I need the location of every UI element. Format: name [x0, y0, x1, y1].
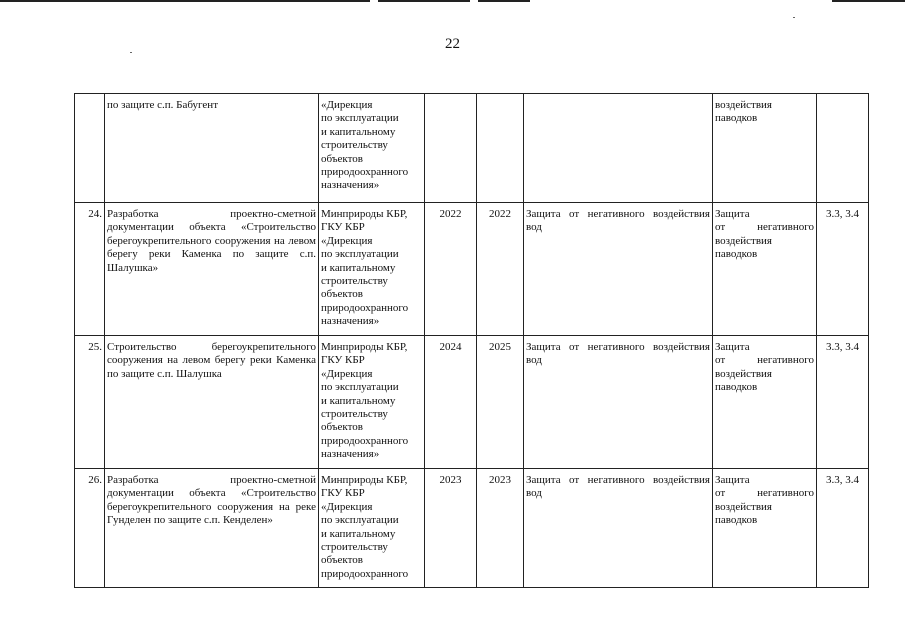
- goal-cell: [524, 94, 713, 203]
- responsible-line: Минприроды КБР,: [321, 208, 408, 220]
- activity-name-cell: Строительство берегоукрепительного сооружения на левом берегу реки Каменка по защите с.п. Шалушка: [105, 336, 319, 469]
- responsible-line: ГКУ КБР: [321, 487, 365, 500]
- responsible-line: Минприроды КБР,: [321, 474, 408, 486]
- responsible-line: и капитальному: [321, 394, 396, 407]
- responsible-line: природоохранного: [321, 166, 409, 179]
- result-cell: [713, 94, 817, 203]
- responsible-line: «Дирекция: [321, 99, 373, 111]
- result-line: Защита: [715, 208, 750, 220]
- responsible-line: строительству: [321, 408, 388, 421]
- indicator-cell: 3.3, 3.4: [817, 203, 869, 336]
- responsible-line: объектов: [321, 421, 363, 434]
- responsible-line: и капитальному: [321, 261, 396, 274]
- row-number-cell: 25.: [75, 336, 105, 469]
- responsible-line: «Дирекция: [321, 234, 373, 247]
- responsible-line: объектов: [321, 288, 363, 301]
- responsible-line: объектов: [321, 554, 363, 567]
- responsible-line: строительству: [321, 275, 388, 288]
- start-year-cell: 2023: [425, 469, 477, 588]
- activity-name-cell: Разработка проектно-сметной документации объекта «Строительство берегоукрепительного сооружения на левом берегу реки Каменка по защите с.п. Шалушка»: [105, 203, 319, 336]
- responsible-line: природоохранного: [321, 434, 409, 447]
- result-line: воздействия: [715, 99, 772, 111]
- responsible-line: «Дирекция: [321, 500, 373, 513]
- row-number-cell: 26.: [75, 469, 105, 588]
- scan-top-edge-line: [378, 0, 470, 2]
- responsible-line: по эксплуатации: [321, 112, 399, 125]
- table-row: [75, 336, 869, 469]
- responsible-cell: [319, 336, 425, 469]
- scan-top-edge-line: [832, 0, 905, 2]
- result-line: от негативного: [715, 221, 814, 234]
- responsible-line: и капитальному: [321, 527, 396, 540]
- responsible-line: назначения»: [321, 179, 380, 192]
- result-line: паводков: [715, 514, 758, 527]
- responsible-line: Минприроды КБР,: [321, 341, 408, 353]
- end-year-cell: 2025: [477, 336, 524, 469]
- page-number: 22: [445, 36, 460, 52]
- indicator-cell: 3.3, 3.4: [817, 469, 869, 588]
- start-year-cell: 2022: [425, 203, 477, 336]
- goal-cell: Защита от негативного воздействия вод: [524, 203, 713, 336]
- result-cell: [713, 469, 817, 588]
- responsible-line: природоохранного: [321, 301, 409, 314]
- result-cell: [713, 203, 817, 336]
- program-table: [74, 93, 869, 588]
- row-number-cell: 24.: [75, 203, 105, 336]
- scan-top-edge-line: [0, 0, 370, 2]
- responsible-line: ГКУ КБР: [321, 354, 365, 367]
- start-year-cell: [425, 94, 477, 203]
- indicator-cell: [817, 94, 869, 203]
- scan-top-edge-line: [478, 0, 530, 2]
- result-line: от негативного: [715, 354, 814, 367]
- responsible-line: по эксплуатации: [321, 381, 399, 394]
- result-line: Защита: [715, 474, 750, 486]
- table-row: [75, 94, 869, 203]
- result-cell: [713, 336, 817, 469]
- responsible-line: по эксплуатации: [321, 248, 399, 261]
- responsible-line: ГКУ КБР: [321, 221, 365, 234]
- responsible-cell: [319, 94, 425, 203]
- result-line: воздействия: [715, 500, 772, 513]
- responsible-line: строительству: [321, 139, 388, 152]
- row-number-cell: [75, 94, 105, 203]
- responsible-line: объектов: [321, 152, 363, 165]
- responsible-line: назначения»: [321, 448, 380, 461]
- activity-name-cell: по защите с.п. Бабугент: [105, 94, 319, 203]
- end-year-cell: [477, 94, 524, 203]
- activity-name-cell: Разработка проектно-сметной документации объекта «Строительство берегоукрепительного сооружения на реке Гунделен по защите с.п. Кенделен»: [105, 469, 319, 588]
- goal-cell: Защита от негативного воздействия вод: [524, 469, 713, 588]
- responsible-line: по эксплуатации: [321, 514, 399, 527]
- result-line: паводков: [715, 248, 758, 261]
- responsible-line: назначения»: [321, 315, 380, 328]
- responsible-line: «Дирекция: [321, 367, 373, 380]
- result-line: от негативного: [715, 487, 814, 500]
- table-row: [75, 203, 869, 336]
- end-year-cell: 2022: [477, 203, 524, 336]
- result-line: Защита: [715, 341, 750, 353]
- start-year-cell: 2024: [425, 336, 477, 469]
- responsible-line: и капитальному: [321, 125, 396, 138]
- result-line: воздействия: [715, 367, 772, 380]
- result-line: паводков: [715, 381, 758, 394]
- responsible-cell: [319, 469, 425, 588]
- indicator-cell: 3.3, 3.4: [817, 336, 869, 469]
- result-line: воздействия: [715, 234, 772, 247]
- responsible-line: природоохранного: [321, 567, 409, 580]
- table-row: [75, 469, 869, 588]
- end-year-cell: 2023: [477, 469, 524, 588]
- responsible-line: строительству: [321, 541, 388, 554]
- scan-speck: [793, 17, 795, 18]
- goal-cell: Защита от негативного воздействия вод: [524, 336, 713, 469]
- result-line: паводков: [715, 112, 758, 125]
- responsible-cell: [319, 203, 425, 336]
